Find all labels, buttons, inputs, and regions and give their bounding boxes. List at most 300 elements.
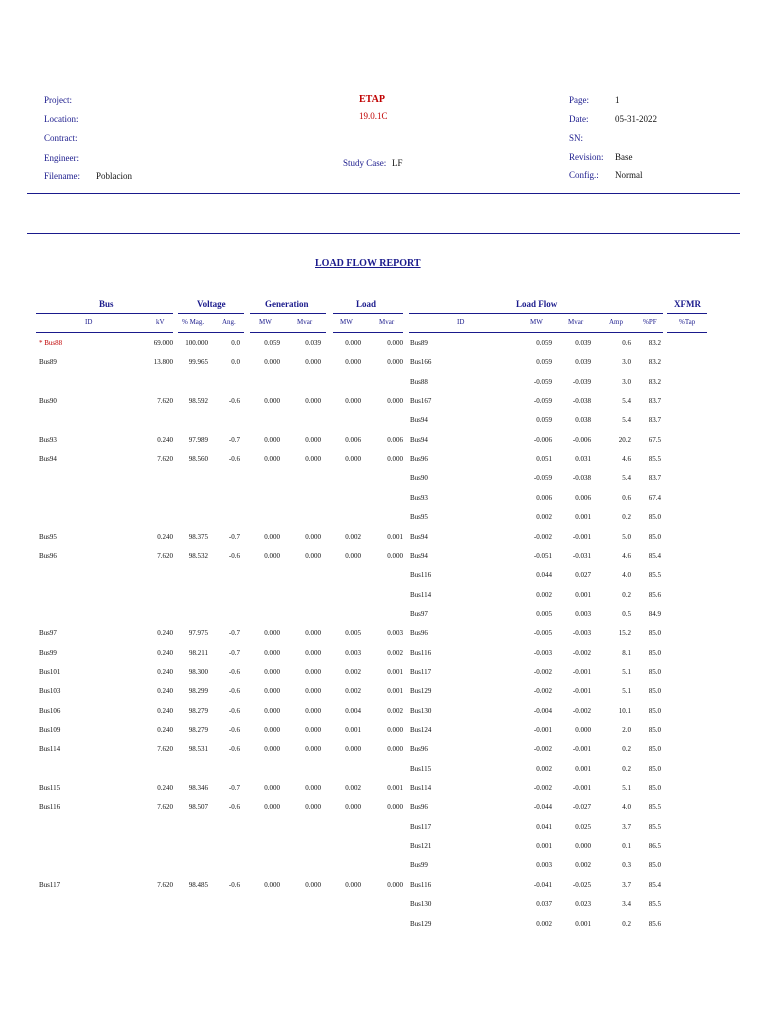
cell-amp: 0.2 — [622, 745, 631, 753]
cell-mag: 98.375 — [188, 533, 208, 541]
cell-gmw: 0.059 — [264, 339, 280, 347]
cell-mw: 0.003 — [536, 861, 552, 869]
cell-gmvar: 0.000 — [305, 649, 321, 657]
cell-mag: 98.299 — [188, 687, 208, 695]
cell-to: Bus96 — [410, 803, 428, 811]
group-voltage: Voltage — [197, 299, 226, 309]
cell-gmw: 0.000 — [264, 668, 280, 676]
cell-mvar: 0.039 — [575, 358, 591, 366]
cell-gmvar: 0.000 — [305, 455, 321, 463]
cell-mag: 98.532 — [188, 552, 208, 560]
cell-mw: -0.041 — [533, 881, 552, 889]
cell-pf: 85.0 — [648, 861, 661, 869]
cell-kv: 7.620 — [157, 803, 173, 811]
cell-mvar: 0.031 — [575, 455, 591, 463]
cell-pf: 85.6 — [648, 920, 661, 928]
cell-ang: -0.7 — [228, 784, 240, 792]
cell-to: Bus94 — [410, 552, 428, 560]
cell-lmw: 0.000 — [345, 339, 361, 347]
cell-mw: 0.051 — [536, 455, 552, 463]
sub-line-2 — [178, 332, 244, 333]
cell-pf: 85.5 — [648, 455, 661, 463]
cell-mvar: -0.027 — [572, 803, 591, 811]
cell-amp: 5.1 — [622, 687, 631, 695]
cell-amp: 20.2 — [618, 436, 631, 444]
cell-mvar: 0.003 — [575, 610, 591, 618]
cell-gmw: 0.000 — [264, 687, 280, 695]
group-line-xfmr — [667, 313, 707, 314]
cell-pf: 67.4 — [648, 494, 661, 502]
project-label: Project: — [44, 95, 72, 105]
cell-mw: -0.002 — [533, 687, 552, 695]
cell-mw: 0.037 — [536, 900, 552, 908]
col-lf-mvar: Mvar — [568, 318, 584, 326]
cell-bus: Bus103 — [39, 687, 61, 695]
cell-kv: 69.000 — [153, 339, 173, 347]
col-ang: Ang. — [222, 318, 236, 326]
cell-mw: 0.044 — [536, 571, 552, 579]
cell-gmw: 0.000 — [264, 455, 280, 463]
sub-line-6 — [667, 332, 707, 333]
cell-amp: 0.2 — [622, 920, 631, 928]
cell-mvar: 0.001 — [575, 513, 591, 521]
col-amp: Amp — [609, 318, 623, 326]
cell-pf: 85.0 — [648, 726, 661, 734]
cell-mag: 99.965 — [188, 358, 208, 366]
cell-kv: 7.620 — [157, 455, 173, 463]
cell-mw: -0.002 — [533, 533, 552, 541]
cell-pf: 85.0 — [648, 649, 661, 657]
cell-ang: -0.7 — [228, 629, 240, 637]
col-pf: %PF — [643, 318, 657, 326]
cell-mvar: -0.038 — [572, 474, 591, 482]
cell-bus: Bus99 — [39, 649, 57, 657]
cell-to: Bus121 — [410, 842, 432, 850]
cell-lmw: 0.000 — [345, 397, 361, 405]
cell-gmvar: 0.000 — [305, 784, 321, 792]
sub-line-4 — [333, 332, 403, 333]
cell-amp: 3.0 — [622, 358, 631, 366]
cell-lmw: 0.000 — [345, 881, 361, 889]
cell-pf: 85.0 — [648, 784, 661, 792]
cell-gmvar: 0.000 — [305, 881, 321, 889]
cell-amp: 0.6 — [622, 494, 631, 502]
cell-amp: 0.1 — [622, 842, 631, 850]
cell-amp: 5.1 — [622, 784, 631, 792]
group-line-voltage — [178, 313, 244, 314]
cell-mw: 0.002 — [536, 765, 552, 773]
cell-pf: 85.0 — [648, 687, 661, 695]
cell-to: Bus94 — [410, 533, 428, 541]
cell-kv: 0.240 — [157, 784, 173, 792]
group-load: Load — [356, 299, 377, 309]
cell-mag: 98.279 — [188, 707, 208, 715]
cell-to: Bus115 — [410, 765, 432, 773]
cell-bus: Bus115 — [39, 784, 61, 792]
group-line-generation — [250, 313, 326, 314]
cell-mvar: 0.023 — [575, 900, 591, 908]
filename-label: Filename: — [44, 171, 80, 181]
cell-lmvar: 0.001 — [387, 687, 403, 695]
cell-gmw: 0.000 — [264, 358, 280, 366]
cell-mvar: 0.001 — [575, 920, 591, 928]
cell-ang: -0.6 — [228, 726, 240, 734]
cell-lmvar: 0.001 — [387, 533, 403, 541]
cell-mw: 0.001 — [536, 842, 552, 850]
cell-to: Bus97 — [410, 610, 428, 618]
cell-gmw: 0.000 — [264, 745, 280, 753]
cell-mvar: -0.002 — [572, 707, 591, 715]
cell-lmvar: 0.000 — [387, 397, 403, 405]
cell-mag: 97.989 — [188, 436, 208, 444]
cell-to: Bus89 — [410, 339, 428, 347]
cell-amp: 5.4 — [622, 397, 631, 405]
cell-mvar: -0.002 — [572, 649, 591, 657]
cell-mag: 98.531 — [188, 745, 208, 753]
cell-to: Bus94 — [410, 416, 428, 424]
cell-gmvar: 0.000 — [305, 668, 321, 676]
cell-to: Bus116 — [410, 881, 432, 889]
cell-gmvar: 0.000 — [305, 687, 321, 695]
cell-pf: 85.0 — [648, 745, 661, 753]
cell-pf: 83.2 — [648, 378, 661, 386]
config-value: Normal — [615, 170, 643, 180]
cell-to: Bus116 — [410, 571, 432, 579]
cell-to: Bus129 — [410, 920, 432, 928]
cell-gmw: 0.000 — [264, 629, 280, 637]
cell-to: Bus95 — [410, 513, 428, 521]
cell-mw: 0.002 — [536, 591, 552, 599]
cell-pf: 83.7 — [648, 416, 661, 424]
col-load-mvar: Mvar — [379, 318, 395, 326]
cell-lmw: 0.006 — [345, 436, 361, 444]
cell-bus: Bus97 — [39, 629, 57, 637]
cell-mvar: -0.031 — [572, 552, 591, 560]
cell-pf: 85.4 — [648, 881, 661, 889]
cell-mw: -0.002 — [533, 745, 552, 753]
cell-amp: 5.4 — [622, 474, 631, 482]
cell-pf: 84.9 — [648, 610, 661, 618]
cell-mw: 0.059 — [536, 416, 552, 424]
cell-mag: 98.560 — [188, 455, 208, 463]
cell-lmvar: 0.000 — [387, 455, 403, 463]
cell-kv: 7.620 — [157, 552, 173, 560]
cell-amp: 4.0 — [622, 571, 631, 579]
cell-mag: 100.000 — [185, 339, 208, 347]
cell-mvar: 0.001 — [575, 591, 591, 599]
sub-line-1 — [36, 332, 173, 333]
cell-to: Bus96 — [410, 745, 428, 753]
cell-gmvar: 0.000 — [305, 552, 321, 560]
cell-pf: 85.5 — [648, 900, 661, 908]
cell-ang: -0.7 — [228, 649, 240, 657]
cell-mvar: -0.003 — [572, 629, 591, 637]
cell-mw: -0.002 — [533, 668, 552, 676]
cell-amp: 4.6 — [622, 552, 631, 560]
cell-mvar: 0.002 — [575, 861, 591, 869]
cell-to: Bus94 — [410, 436, 428, 444]
cell-kv: 0.240 — [157, 436, 173, 444]
cell-mw: -0.002 — [533, 784, 552, 792]
cell-kv: 7.620 — [157, 397, 173, 405]
cell-mvar: -0.025 — [572, 881, 591, 889]
group-generation: Generation — [265, 299, 309, 309]
cell-lmw: 0.000 — [345, 803, 361, 811]
header-rule-top — [27, 193, 740, 194]
cell-amp: 0.6 — [622, 339, 631, 347]
cell-lmvar: 0.001 — [387, 668, 403, 676]
cell-lmw: 0.002 — [345, 668, 361, 676]
cell-ang: -0.6 — [228, 397, 240, 405]
cell-kv: 0.240 — [157, 533, 173, 541]
col-gen-mvar: Mvar — [297, 318, 313, 326]
col-tap: %Tap — [679, 318, 696, 326]
cell-bus: Bus109 — [39, 726, 61, 734]
cell-pf: 85.0 — [648, 668, 661, 676]
cell-ang: -0.7 — [228, 533, 240, 541]
cell-mw: -0.044 — [533, 803, 552, 811]
cell-lmvar: 0.000 — [387, 726, 403, 734]
cell-to: Bus167 — [410, 397, 432, 405]
cell-pf: 85.5 — [648, 571, 661, 579]
engineer-label: Engineer: — [44, 153, 79, 163]
col-load-mw: MW — [340, 318, 353, 326]
cell-amp: 5.1 — [622, 668, 631, 676]
cell-to: Bus90 — [410, 474, 428, 482]
cell-mag: 98.485 — [188, 881, 208, 889]
cell-pf: 85.0 — [648, 629, 661, 637]
cell-mvar: 0.039 — [575, 339, 591, 347]
col-lf-mw: MW — [530, 318, 543, 326]
cell-kv: 7.620 — [157, 745, 173, 753]
revision-value: Base — [615, 152, 633, 162]
cell-ang: -0.6 — [228, 707, 240, 715]
cell-pf: 83.2 — [648, 339, 661, 347]
cell-mvar: -0.006 — [572, 436, 591, 444]
cell-ang: 0.0 — [231, 339, 240, 347]
cell-lmvar: 0.000 — [387, 803, 403, 811]
cell-ang: -0.7 — [228, 436, 240, 444]
cell-mw: -0.059 — [533, 378, 552, 386]
cell-pf: 85.6 — [648, 591, 661, 599]
cell-amp: 4.0 — [622, 803, 631, 811]
cell-mw: -0.004 — [533, 707, 552, 715]
cell-pf: 85.5 — [648, 823, 661, 831]
cell-gmvar: 0.000 — [305, 397, 321, 405]
cell-gmvar: 0.000 — [305, 745, 321, 753]
cell-lmw: 0.002 — [345, 784, 361, 792]
cell-ang: -0.6 — [228, 803, 240, 811]
cell-kv: 0.240 — [157, 687, 173, 695]
cell-bus: Bus89 — [39, 358, 57, 366]
cell-kv: 7.620 — [157, 881, 173, 889]
cell-pf: 67.5 — [648, 436, 661, 444]
cell-ang: -0.6 — [228, 881, 240, 889]
cell-lmw: 0.000 — [345, 745, 361, 753]
config-label: Config.: — [569, 170, 599, 180]
cell-gmw: 0.000 — [264, 436, 280, 444]
cell-lmvar: 0.002 — [387, 649, 403, 657]
cell-to: Bus88 — [410, 378, 428, 386]
page-label: Page: — [569, 95, 589, 105]
cell-mvar: -0.038 — [572, 397, 591, 405]
cell-gmvar: 0.000 — [305, 726, 321, 734]
cell-bus: Bus116 — [39, 803, 61, 811]
cell-lmw: 0.003 — [345, 649, 361, 657]
cell-to: Bus130 — [410, 900, 432, 908]
cell-amp: 0.2 — [622, 765, 631, 773]
cell-to: Bus129 — [410, 687, 432, 695]
cell-mw: 0.059 — [536, 339, 552, 347]
cell-amp: 10.1 — [618, 707, 631, 715]
cell-gmw: 0.000 — [264, 397, 280, 405]
revision-label: Revision: — [569, 152, 604, 162]
cell-to: Bus117 — [410, 668, 432, 676]
sn-label: SN: — [569, 133, 584, 143]
date-label: Date: — [569, 114, 589, 124]
cell-mw: 0.059 — [536, 358, 552, 366]
col-gen-mw: MW — [259, 318, 272, 326]
cell-amp: 15.2 — [618, 629, 631, 637]
cell-gmvar: 0.000 — [305, 436, 321, 444]
cell-kv: 0.240 — [157, 668, 173, 676]
cell-mvar: 0.000 — [575, 726, 591, 734]
study-case-value: LF — [392, 158, 403, 168]
cell-bus: Bus106 — [39, 707, 61, 715]
cell-ang: -0.6 — [228, 455, 240, 463]
cell-lmvar: 0.000 — [387, 358, 403, 366]
date-value: 05-31-2022 — [615, 114, 657, 124]
cell-amp: 0.2 — [622, 591, 631, 599]
cell-mvar: -0.001 — [572, 687, 591, 695]
cell-to: Bus99 — [410, 861, 428, 869]
cell-bus: * Bus88 — [39, 339, 63, 347]
app-version: 19.0.1C — [359, 111, 388, 121]
cell-gmw: 0.000 — [264, 649, 280, 657]
cell-lmw: 0.000 — [345, 552, 361, 560]
cell-to: Bus93 — [410, 494, 428, 502]
cell-gmvar: 0.000 — [305, 803, 321, 811]
cell-lmvar: 0.006 — [387, 436, 403, 444]
cell-mvar: -0.001 — [572, 533, 591, 541]
cell-gmvar: 0.000 — [305, 533, 321, 541]
cell-lmvar: 0.001 — [387, 784, 403, 792]
cell-gmw: 0.000 — [264, 881, 280, 889]
cell-mw: -0.059 — [533, 474, 552, 482]
cell-lmw: 0.001 — [345, 726, 361, 734]
cell-to: Bus114 — [410, 591, 432, 599]
page-value: 1 — [615, 95, 620, 105]
cell-mag: 98.346 — [188, 784, 208, 792]
cell-amp: 5.0 — [622, 533, 631, 541]
cell-amp: 0.5 — [622, 610, 631, 618]
cell-mw: 0.002 — [536, 513, 552, 521]
cell-lmw: 0.002 — [345, 687, 361, 695]
cell-gmw: 0.000 — [264, 726, 280, 734]
cell-to: Bus116 — [410, 649, 432, 657]
cell-to: Bus117 — [410, 823, 432, 831]
cell-kv: 0.240 — [157, 726, 173, 734]
cell-gmw: 0.000 — [264, 784, 280, 792]
cell-amp: 5.4 — [622, 416, 631, 424]
cell-mw: -0.006 — [533, 436, 552, 444]
cell-bus: Bus94 — [39, 455, 57, 463]
cell-mvar: -0.001 — [572, 784, 591, 792]
cell-amp: 0.2 — [622, 513, 631, 521]
cell-lmw: 0.004 — [345, 707, 361, 715]
cell-kv: 0.240 — [157, 707, 173, 715]
cell-mvar: 0.000 — [575, 842, 591, 850]
cell-mvar: 0.001 — [575, 765, 591, 773]
cell-amp: 3.7 — [622, 881, 631, 889]
cell-to: Bus96 — [410, 629, 428, 637]
cell-mw: -0.005 — [533, 629, 552, 637]
cell-mw: 0.002 — [536, 920, 552, 928]
cell-lmvar: 0.000 — [387, 881, 403, 889]
study-case-label: Study Case: — [343, 158, 387, 168]
cell-amp: 3.7 — [622, 823, 631, 831]
cell-bus: Bus96 — [39, 552, 57, 560]
cell-lmw: 0.000 — [345, 455, 361, 463]
group-line-load-flow — [409, 313, 663, 314]
cell-to: Bus124 — [410, 726, 432, 734]
cell-pf: 86.5 — [648, 842, 661, 850]
cell-ang: -0.6 — [228, 668, 240, 676]
location-label: Location: — [44, 114, 79, 124]
cell-lmw: 0.002 — [345, 533, 361, 541]
col-kv: kV — [156, 318, 165, 326]
cell-mvar: -0.001 — [572, 745, 591, 753]
filename-value: Poblacion — [96, 171, 132, 181]
cell-mw: -0.003 — [533, 649, 552, 657]
cell-ang: -0.6 — [228, 687, 240, 695]
cell-mag: 98.592 — [188, 397, 208, 405]
cell-ang: -0.6 — [228, 552, 240, 560]
cell-mw: 0.006 — [536, 494, 552, 502]
cell-lmvar: 0.002 — [387, 707, 403, 715]
cell-kv: 0.240 — [157, 649, 173, 657]
cell-lmvar: 0.000 — [387, 745, 403, 753]
cell-pf: 85.4 — [648, 552, 661, 560]
group-bus: Bus — [99, 299, 114, 309]
cell-pf: 85.0 — [648, 765, 661, 773]
cell-mvar: 0.038 — [575, 416, 591, 424]
cell-ang: -0.6 — [228, 745, 240, 753]
cell-amp: 3.4 — [622, 900, 631, 908]
cell-pf: 83.7 — [648, 474, 661, 482]
cell-kv: 0.240 — [157, 629, 173, 637]
cell-mvar: -0.039 — [572, 378, 591, 386]
cell-mag: 98.507 — [188, 803, 208, 811]
cell-mvar: 0.027 — [575, 571, 591, 579]
cell-mw: -0.059 — [533, 397, 552, 405]
cell-mag: 97.975 — [188, 629, 208, 637]
group-load-flow: Load Flow — [516, 299, 558, 309]
cell-pf: 85.0 — [648, 513, 661, 521]
cell-pf: 85.5 — [648, 803, 661, 811]
cell-mvar: 0.025 — [575, 823, 591, 831]
cell-to: Bus166 — [410, 358, 432, 366]
cell-gmw: 0.000 — [264, 552, 280, 560]
cell-mvar: 0.006 — [575, 494, 591, 502]
cell-lmw: 0.005 — [345, 629, 361, 637]
cell-pf: 85.0 — [648, 707, 661, 715]
cell-bus: Bus90 — [39, 397, 57, 405]
cell-gmw: 0.000 — [264, 707, 280, 715]
cell-to: Bus114 — [410, 784, 432, 792]
cell-lmw: 0.000 — [345, 358, 361, 366]
cell-to: Bus96 — [410, 455, 428, 463]
